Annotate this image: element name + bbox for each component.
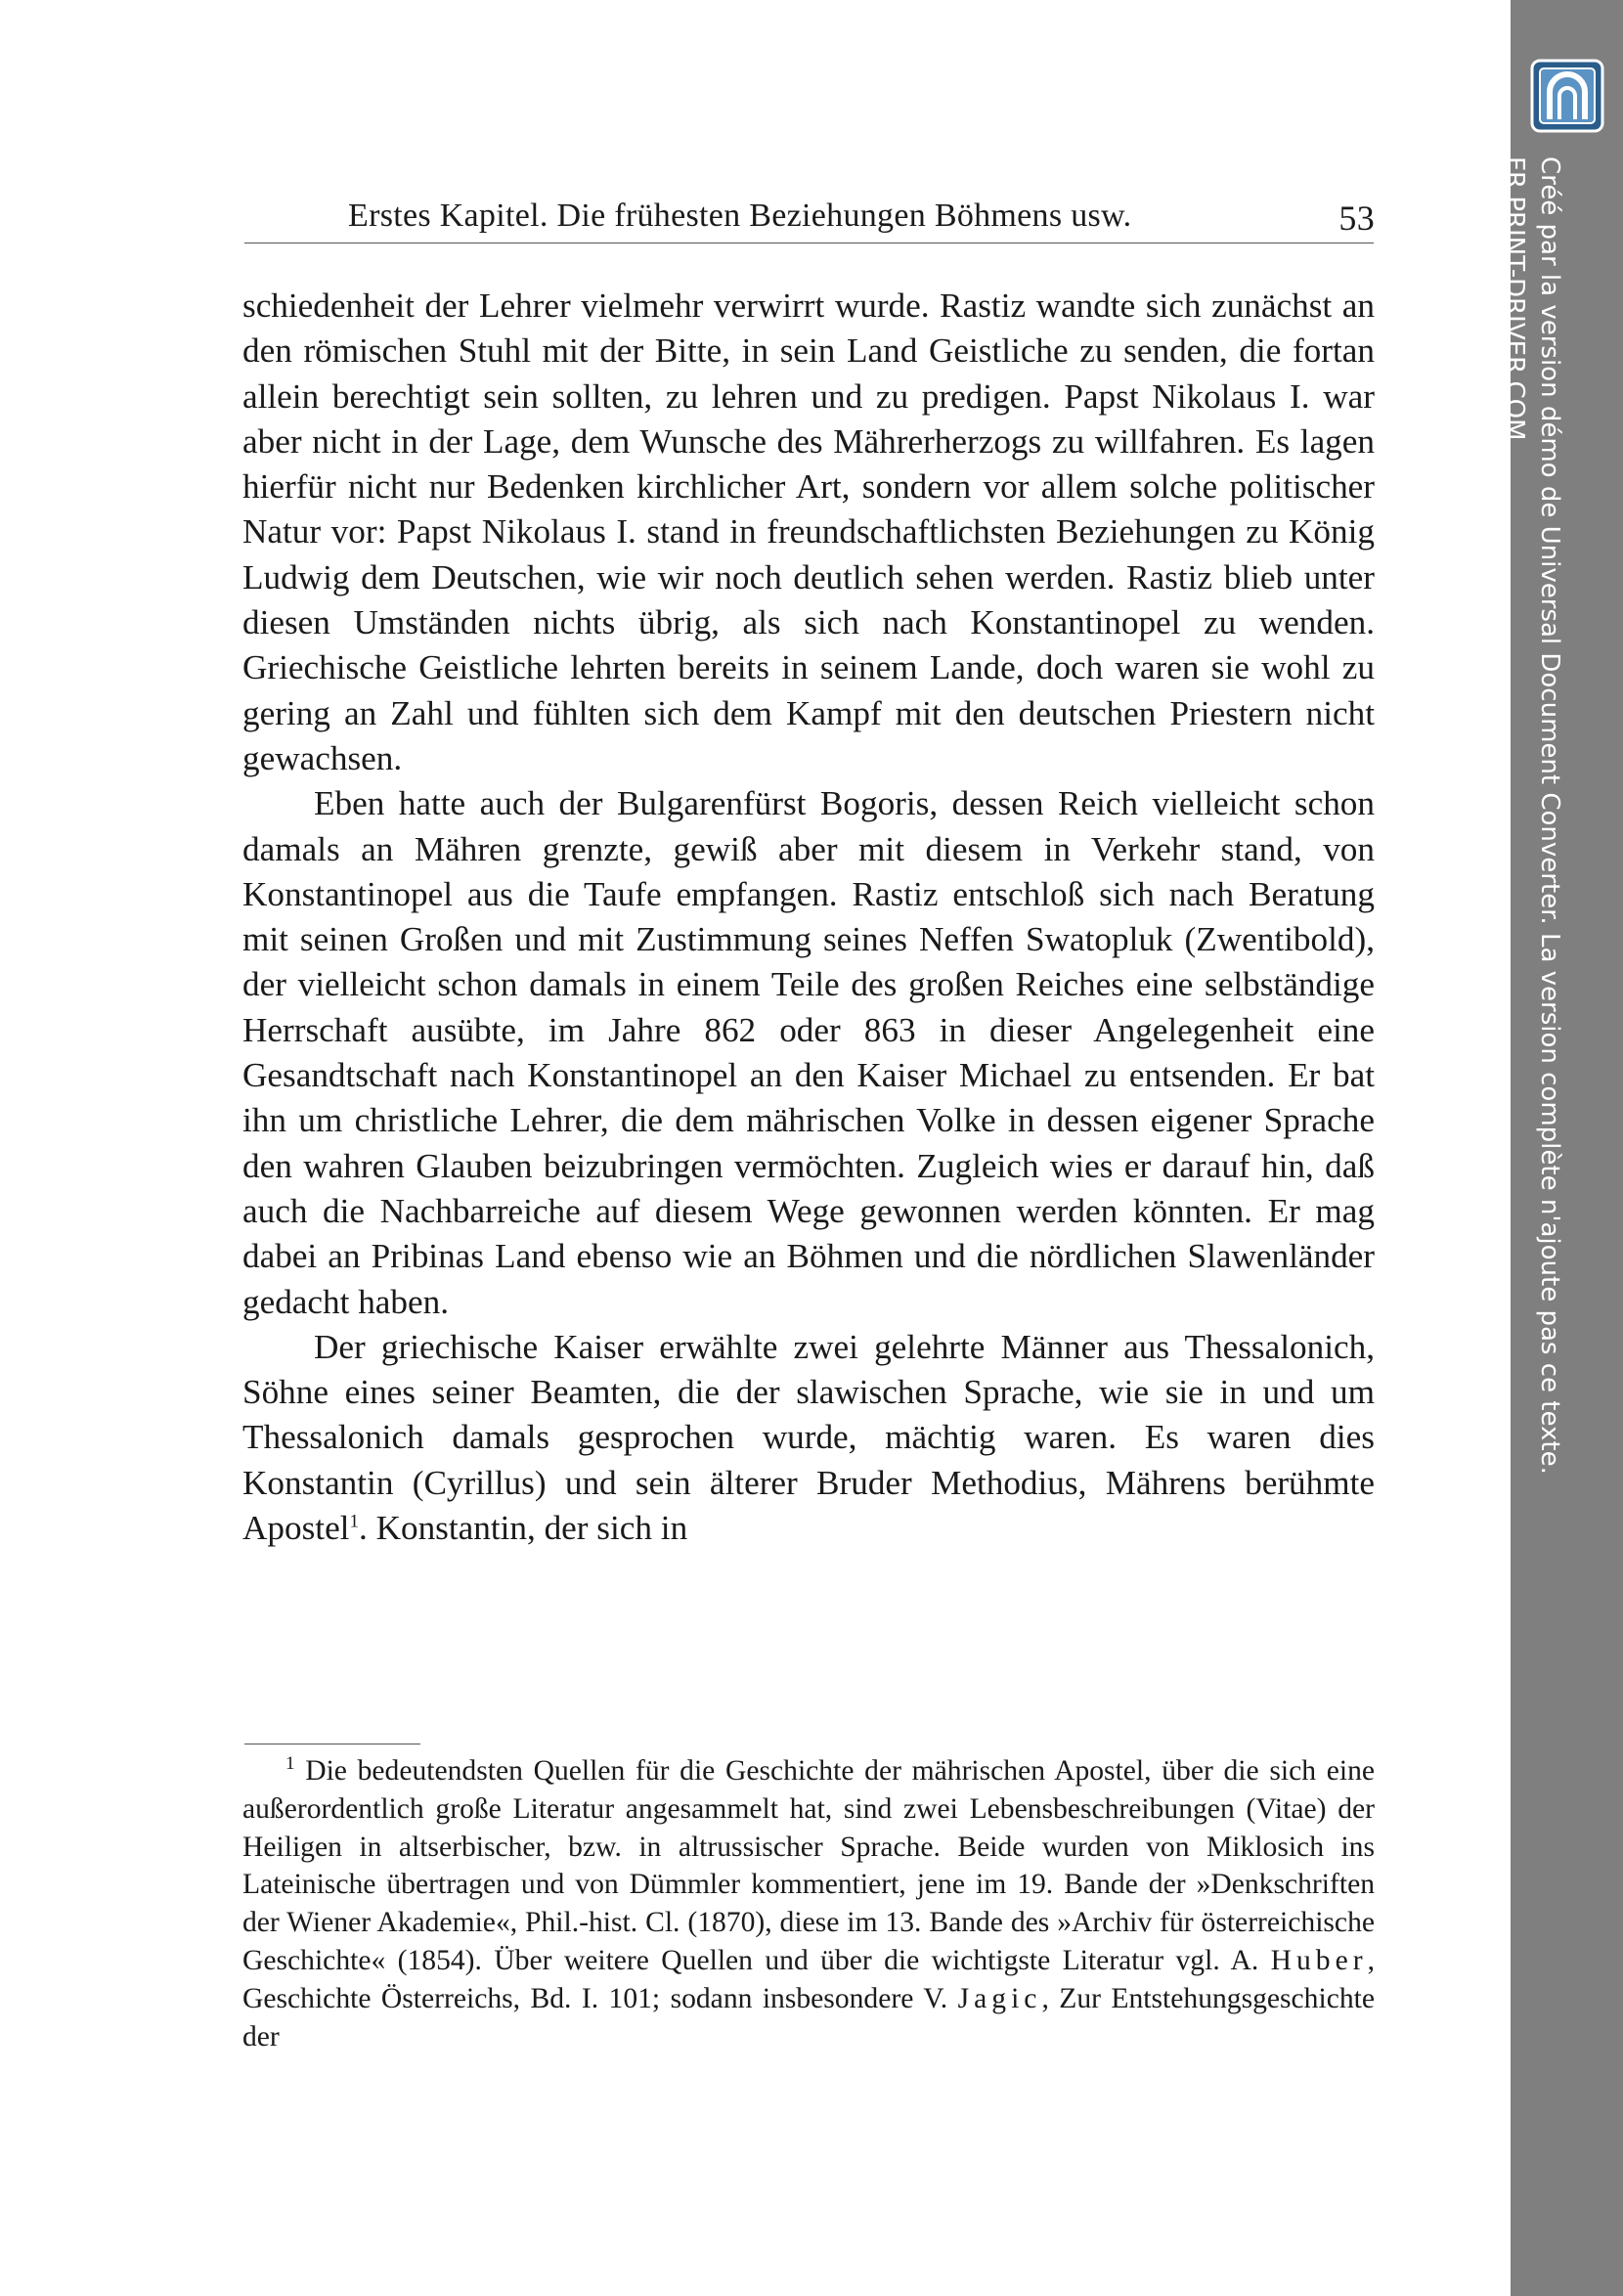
running-head — [348, 198, 1375, 244]
footnote-text-2: , Geschichte Österreichs, Bd. I. 101; sodann insbesondere V. — [242, 1944, 1375, 2014]
footnote-reference[interactable]: 1 — [349, 1511, 359, 1532]
footnote-text-3: , Zur Entstehungsgeschichte der — [242, 1982, 1375, 2053]
paragraph-1: schiedenheit der Lehrer vielmehr verwirrt wurde. Rastiz wandte sich zunächst an den römischen Stuhl mit der Bitte, in sein Land Geistliche zu senden, die fortan allein berechtigt sein sollten, zu lehren und zu predigen. Papst Nikolaus I. war aber nicht in der Lage, dem Wunsche des Mährerherzogs zu willfahren. Es lagen hierfür nicht nur Bedenken kirchlicher Art, sondern vor allem solche politischer Natur vor: Papst Nikolaus I. stand in freundschaftlichsten Beziehungen zu König Ludwig dem Deutschen, wie wir noch deutlich sehen werden. Rastiz blieb unter diesen Umständen nichts übrig, als sich nach Konstantinopel zu wenden. Griechische Geistliche lehrten bereits in seinem Lande, doch waren sie wohl zu gering an Zahl und fühlten sich dem Kampf mit den deutschen Priestern nicht gewachsen. — [242, 287, 1375, 777]
footnote-1 — [242, 1752, 1375, 2055]
converter-logo-icon — [1530, 59, 1604, 133]
paragraph-3-text: Der griechische Kaiser erwählte zwei gelehrte Männer aus Thessalonich, Söhne eines seiner Beamten, die der slawischen Sprache, wie sie in und um Thessalonich damals gesprochen wurde, mächtig waren. Es waren dies Konstantin (Cyrillus) und sein älterer Bruder Methodius, Mährens berühmte Apostel — [242, 1327, 1375, 1548]
watermark-line-2: FR.PRINT-DRIVER.COM — [1500, 156, 1529, 441]
paragraph-3 — [242, 1325, 1375, 1551]
footnotes — [242, 1752, 1375, 2055]
watermark-text — [1497, 156, 1567, 1475]
page-number: 53 — [1338, 199, 1375, 238]
watermark-line-1: Créé par la version démo de Universal Document Converter. La version complète n'ajoute pas ce texte. — [1535, 156, 1564, 1475]
running-title: Erstes Kapitel. Die frühesten Beziehungen Böhmens usw. — [348, 198, 1132, 234]
paragraph-2: Eben hatte auch der Bulgarenfürst Bogoris, dessen Reich vielleicht schon damals an Mähren grenzte, gewiß aber mit diesem in Verkehr stand, von Konstantinopel aus die Taufe empfangen. Rastiz entschloß sich nach Beratung mit seinen Großen und mit Zustimmung seines Neffen Swatopluk (Zwentibold), der vielleicht schon damals in einem Teile des großen Reiches eine selbständige Herrschaft ausübte, im Jahre 862 oder 863 in dieser Angelegenheit eine Gesandtschaft nach Konstantinopel an den Kaiser Michael zu entsenden. Er bat ihn um christliche Lehrer, die dem mährischen Volke in dessen eigener Sprache den wahren Glauben beizubringen vermöchten. Zugleich wies er darauf hin, daß auch die Nachbarreiche auf diesem Wege gewonnen werden könnten. Er mag dabei an Pribinas Land ebenso wie an Böhmen und die nördlichen Slawenländer gedacht haben. — [242, 784, 1375, 1321]
footnote-text-1: Die bedeutendsten Quellen für die Geschichte der mährischen Apostel, über die sich eine außerordentlich große Literatur angesammelt hat, sind zwei Lebensbeschreibungen (Vitae) der Heiligen in altserbischer, bzw. in altrussischer Sprache. Beide wurden von Miklosich ins Lateinische übertragen und von Dümmler kommentiert, jene im 19. Bande der »Denkschriften der Wiener Akademie«, Phil.-hist. Cl. (1870), diese im 13. Bande des »Archiv für österreichische Geschichte« (1854). Über weitere Quellen und über die wichtigste Literatur vgl. A. — [242, 1755, 1375, 1976]
paragraph-3-tail: . Konstantin, der sich in — [358, 1509, 688, 1548]
footnote-mark: 1 — [285, 1753, 295, 1775]
footnote-author-jagic: Jagic — [957, 1982, 1042, 2014]
footnote-author-huber: Huber — [1270, 1944, 1368, 1976]
body-text — [242, 284, 1375, 1551]
